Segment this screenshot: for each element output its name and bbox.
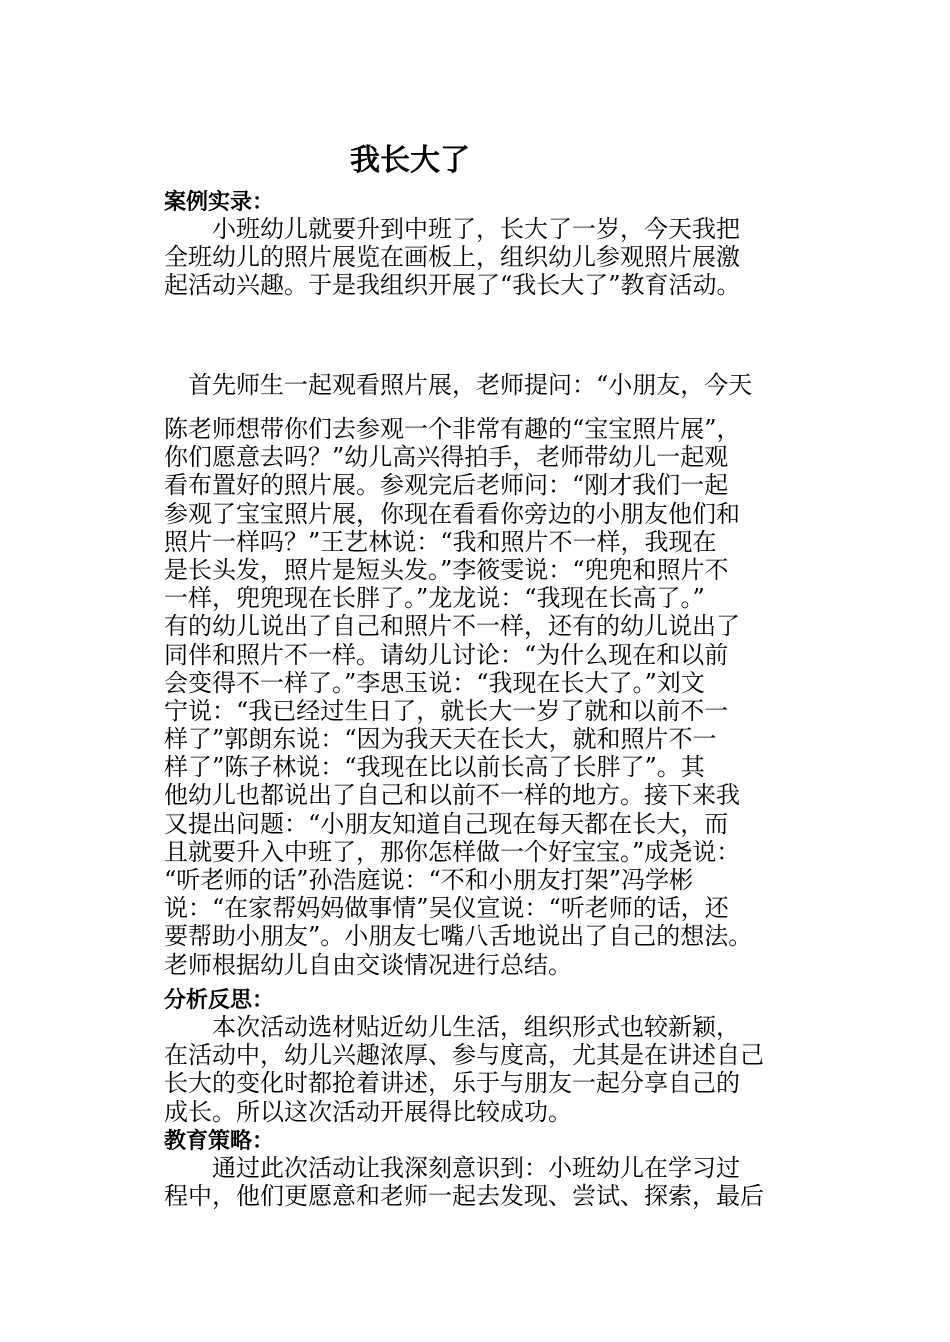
- paragraph-line: 通过此次活动让我深刻意识到：小班幼儿在学习过: [212, 1154, 740, 1182]
- paragraph-line: 成长。所以这次活动开展得比较成功。: [164, 1097, 572, 1126]
- paragraph-line: 同伴和照片不一样。请幼儿讨论：“为什么现在和以前: [164, 640, 729, 669]
- paragraph-line: 样了”郭朗东说：“因为我天天在长大，就和照片不一: [164, 725, 717, 754]
- paragraph-line: 又提出问题：“小朋友知道自己现在每天都在长大，而: [164, 809, 729, 838]
- section-heading-record: 案例实录：: [164, 189, 275, 215]
- paragraph-line: 长大的变化时都抢着讲述，乐于与朋友一起分享自己的: [164, 1069, 740, 1098]
- paragraph-line: 小班幼儿就要升到中班了，长大了一岁，今天我把: [212, 215, 740, 243]
- paragraph-line: 且就要升入中班了，那你怎样做一个好宝宝。”成尧说：: [164, 837, 741, 866]
- reflection-paragraph: [164, 1013, 804, 1126]
- paragraph-line: 有的幼儿说出了自己和照片不一样，还有的幼儿说出了: [164, 612, 740, 641]
- record-first-line: [164, 371, 804, 399]
- paragraph-line: 参观了宝宝照片展，你现在看看你旁边的小朋友他们和: [164, 499, 740, 528]
- paragraph-line: 首先师生一起观看照片展，老师提问：“小朋友，今天: [188, 371, 753, 399]
- paragraph-line: 老师根据幼儿自由交谈情况进行总结。: [164, 950, 572, 979]
- paragraph-line: 是长头发，照片是短头发。”李筱雯说：“兜兜和照片不: [164, 555, 729, 584]
- paragraph-line: 陈老师想带你们去参观一个非常有趣的“宝宝照片展”，: [164, 415, 741, 443]
- paragraph-line: 宁说：“我已经过生日了，就长大一岁了就和以前不一: [164, 696, 729, 725]
- record-intro-paragraph: [164, 215, 804, 300]
- document-title: 我长大了: [350, 143, 470, 178]
- paragraph-line: 一样，兜兜现在长胖了。”龙龙说：“我现在长高了。”: [164, 584, 705, 613]
- paragraph-line: 照片一样吗？”王艺林说：“我和照片不一样，我现在: [164, 527, 717, 556]
- record-body-paragraph: [164, 415, 804, 979]
- section-heading-strategy: 教育策略：: [164, 1128, 275, 1154]
- paragraph-line: 样了”陈子林说：“我现在比以前长高了长胖了”。其: [164, 753, 705, 782]
- paragraph-line: 说：“在家帮妈妈做事情”吴仪宣说：“听老师的话，还: [164, 894, 729, 923]
- paragraph-line: 程中，他们更愿意和老师一起去发现、尝试、探索，最后: [164, 1182, 764, 1211]
- paragraph-line: 全班幼儿的照片展览在画板上，组织幼儿参观照片展激: [164, 243, 740, 272]
- section-heading-reflection: 分析反思：: [164, 987, 275, 1013]
- paragraph-line: 本次活动选材贴近幼儿生活，组织形式也较新颖，: [212, 1013, 740, 1041]
- strategy-paragraph: [164, 1154, 804, 1210]
- paragraph-line: “听老师的话”孙浩庭说：“不和小朋友打架”冯学彬: [164, 866, 694, 894]
- paragraph-line: 要帮助小朋友”。小朋友七嘴八舌地说出了自己的想法。: [164, 922, 753, 951]
- paragraph-line: 你们愿意去吗？”幼儿高兴得拍手，老师带幼儿一起观: [164, 443, 729, 472]
- paragraph-line: 会变得不一样了。”李思玉说：“我现在长大了。”刘文: [164, 668, 705, 697]
- paragraph-line: 看布置好的照片展。参观完后老师问：“刚才我们一起: [164, 471, 729, 500]
- paragraph-line: 他幼儿也都说出了自己和以前不一样的地方。接下来我: [164, 781, 740, 810]
- paragraph-line: 起活动兴趣。于是我组织开展了“我长大了”教育活动。: [164, 271, 741, 300]
- paragraph-line: 在活动中，幼儿兴趣浓厚、参与度高，尤其是在讲述自己: [164, 1041, 764, 1070]
